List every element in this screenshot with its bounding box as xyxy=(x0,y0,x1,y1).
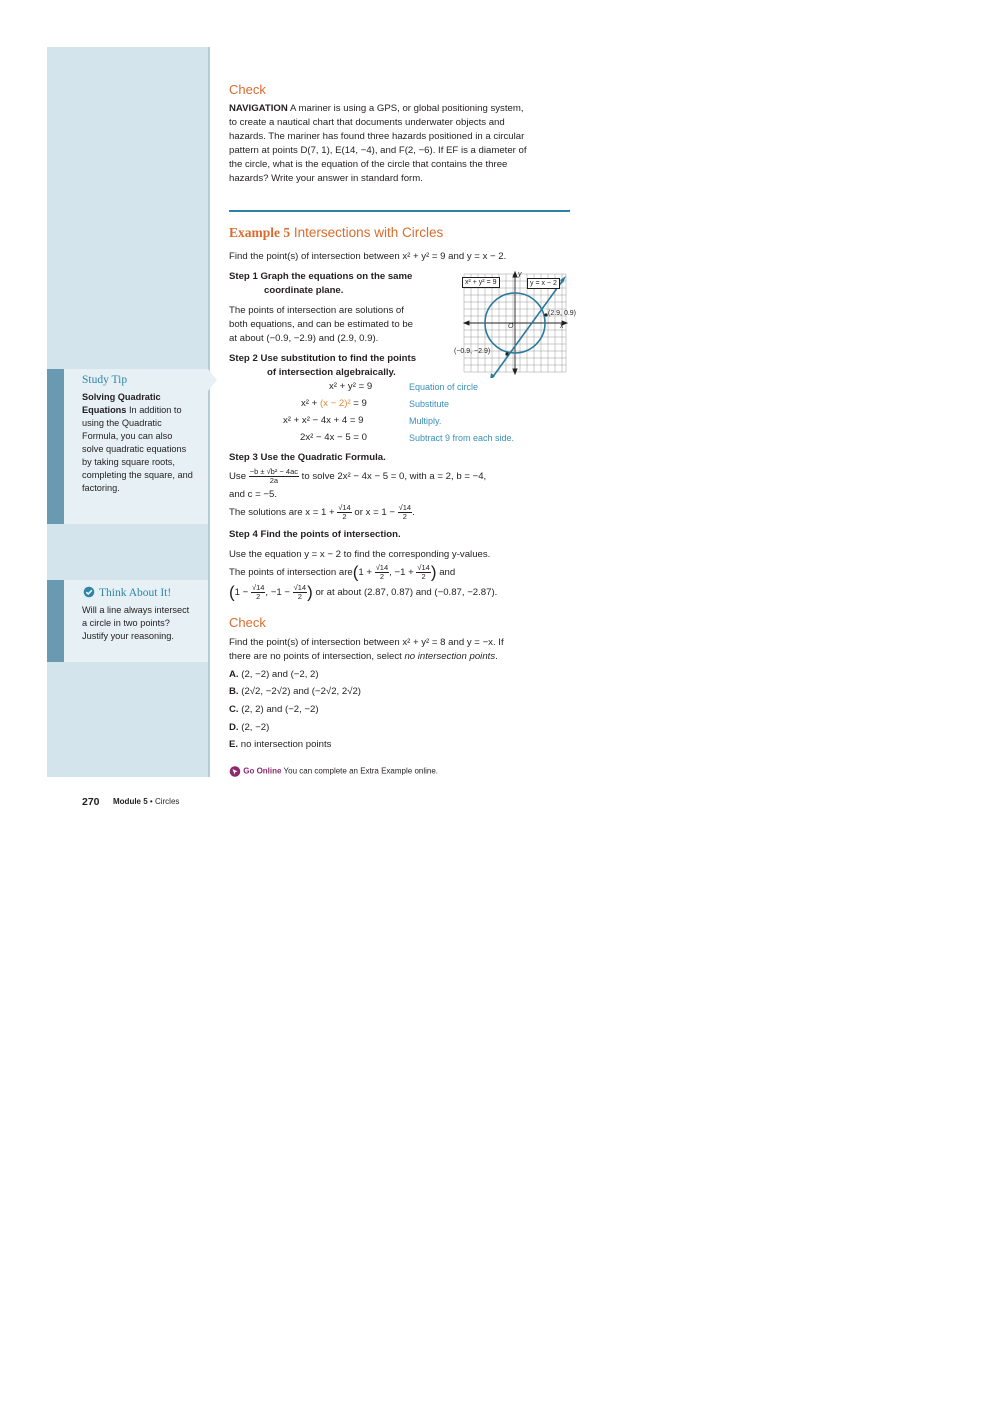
equation-step: x² + y² = 9 xyxy=(329,381,373,392)
point-label: (−0.9, −2.9) xyxy=(454,348,491,355)
think-about-it-box xyxy=(47,580,208,662)
step2-heading-cont: of intersection algebraically. xyxy=(267,367,396,378)
x-axis-label: x xyxy=(560,323,564,330)
circle-equation-label: x² + y² = 9 xyxy=(462,277,500,288)
check2-problem: Find the point(s) of intersection between x² + y² = 8 and y = −x. If xyxy=(229,637,504,648)
line-equation-label: y = x − 2 xyxy=(527,278,560,289)
lightbulb-icon xyxy=(82,586,96,599)
answer-option-b[interactable]: B. (2√2, −2√2) and (−2√2, 2√2) xyxy=(229,686,361,697)
equation-step: 2x² − 4x − 5 = 0 xyxy=(300,432,367,443)
go-online-label: Go Online xyxy=(243,766,282,776)
example-prompt: Find the point(s) of intersection between x² + y² = 9 and y = x − 2. xyxy=(229,251,507,262)
solutions: The solutions are x = 1 + $\frac{√14}{2}$ or x = 1 − $\frac{√14}{2}$ . xyxy=(229,503,415,521)
check1-line: the circle, what is the equation of the circle that contains the three xyxy=(229,159,508,170)
step3-text-cont: and c = −5. xyxy=(229,489,278,500)
intersection-point xyxy=(505,352,508,355)
equation-note: Subtract 9 from each side. xyxy=(409,433,515,443)
fraction: $\frac{√14}{2}$ xyxy=(398,503,412,521)
step1-heading: Step 1 Graph the equations on the same xyxy=(229,271,413,282)
check1-problem xyxy=(229,102,527,186)
fraction: $\frac{√14}{2}$ xyxy=(417,563,430,581)
page-number: 270 xyxy=(82,796,100,808)
check1-line: NAVIGATION A mariner is using a GPS, or global positioning system, xyxy=(229,103,524,114)
study-tip-text: In addition to using the Quadratic Formula, you can also solve quadratic equations by taking square roots, completing the square, and factoring. xyxy=(82,405,193,493)
y-axis-label: y xyxy=(518,271,522,278)
study-tip-title: Study Tip xyxy=(82,374,128,386)
go-online-text: You can complete an Extra Example online. xyxy=(283,766,439,776)
example-name: Intersections with Circles xyxy=(293,225,444,240)
check1-line: hazards? Write your answer in standard form. xyxy=(229,173,423,184)
check-heading: Check xyxy=(229,82,266,97)
equation-note: Multiply. xyxy=(409,416,442,426)
answer-option-c[interactable]: C. (2, 2) and (−2, −2) xyxy=(229,704,319,715)
step4-heading: Step 4 Find the points of intersection. xyxy=(229,529,401,540)
cursor-icon xyxy=(229,766,241,777)
think-about-it-bar xyxy=(47,580,64,662)
check2-problem-cont: there are no points of intersection, select no intersection points. xyxy=(229,651,498,662)
check-heading: Check xyxy=(229,615,266,630)
study-tip-heading: Solving Quadratic Equations xyxy=(82,392,161,415)
substituted-term: (x − 2)² xyxy=(319,398,351,409)
example-divider xyxy=(229,210,570,212)
study-tip-body xyxy=(82,391,194,495)
answer-option-a[interactable]: A. (2, −2) and (−2, 2) xyxy=(229,669,319,680)
step2-heading: Step 2 Use substitution to find the points xyxy=(229,353,417,364)
study-tip-pointer xyxy=(208,369,217,391)
study-tip-bar xyxy=(47,369,64,524)
think-about-it-body: Will a line always intersect a circle in two points? Justify your reasoning. xyxy=(82,605,190,641)
step1-text: The points of intersection are solutions of both equations, and can be estimated to be at about (−0.9, −2.9) and (2.9, 0.9). xyxy=(229,305,414,344)
think-about-it-title: Think About It! xyxy=(99,587,172,599)
point-label: (2.9, 0.9) xyxy=(548,310,577,317)
check1-label: NAVIGATION xyxy=(229,103,288,114)
footer-module: Module 5 • Circles xyxy=(113,797,180,806)
check1-line: hazards. The mariner has found three hazards positioned in a circular xyxy=(229,131,525,142)
line-graph xyxy=(492,280,563,378)
step4-text: Use the equation y = x − 2 to find the corresponding y-values. xyxy=(229,549,491,560)
fraction: $\frac{√14}{2}$ xyxy=(375,563,389,581)
step1-heading-cont: coordinate plane. xyxy=(264,285,344,296)
equation-note: Equation of circle xyxy=(409,382,479,392)
check1-line: pattern at points D(7, 1), E(14, −4), and F(2, −6). If EF is a diameter of xyxy=(229,145,527,156)
step3-heading: Step 3 Use the Quadratic Formula. xyxy=(229,452,386,463)
origin-label: O xyxy=(508,323,514,330)
equation-step: x² + x² − 4x + 4 = 9 xyxy=(283,415,364,426)
example-number: Example 5 xyxy=(229,225,291,240)
fraction: $\frac{√14}{2}$ xyxy=(251,583,265,601)
go-online-link[interactable] xyxy=(229,766,438,777)
fraction: $\frac{√14}{2}$ xyxy=(338,503,351,521)
equation-note: Substitute xyxy=(409,399,450,409)
answer-option-d[interactable]: D. (2, −2) xyxy=(229,722,270,733)
equation-step: x² + (x − 2)² = 9 xyxy=(301,398,367,409)
fraction: $\frac{√14}{2}$ xyxy=(293,583,307,601)
study-tip-box xyxy=(47,369,208,524)
example-title xyxy=(229,225,443,241)
answer-option-e[interactable]: E. no intersection points xyxy=(229,739,332,750)
intersection-graph xyxy=(454,270,580,378)
intersection-points-cont: (1 − $\frac{√14}{2}$ , −1 − $\frac{√14}{2}$ ) or at about (2.87, 0.87) and (−0.87, −2.87). xyxy=(229,582,498,602)
step3-text: Use $\frac{\text{−b ± √b² − 4ac}}{2a}$ to solve 2x² − 4x − 5 = 0, with a = 2, b = −4, xyxy=(229,467,487,485)
check1-line: to create a nautical chart that documents underwater objects and xyxy=(229,117,505,128)
intersection-points: The points of intersection are(1 + $\frac{√14}{2}$ , −1 + $\frac{√14}{2}$ ) and xyxy=(229,562,456,582)
quadratic-formula: $\frac{\text{−b ± √b² − 4ac}}{2a}$ xyxy=(249,467,298,485)
sidebar-divider xyxy=(208,47,210,777)
